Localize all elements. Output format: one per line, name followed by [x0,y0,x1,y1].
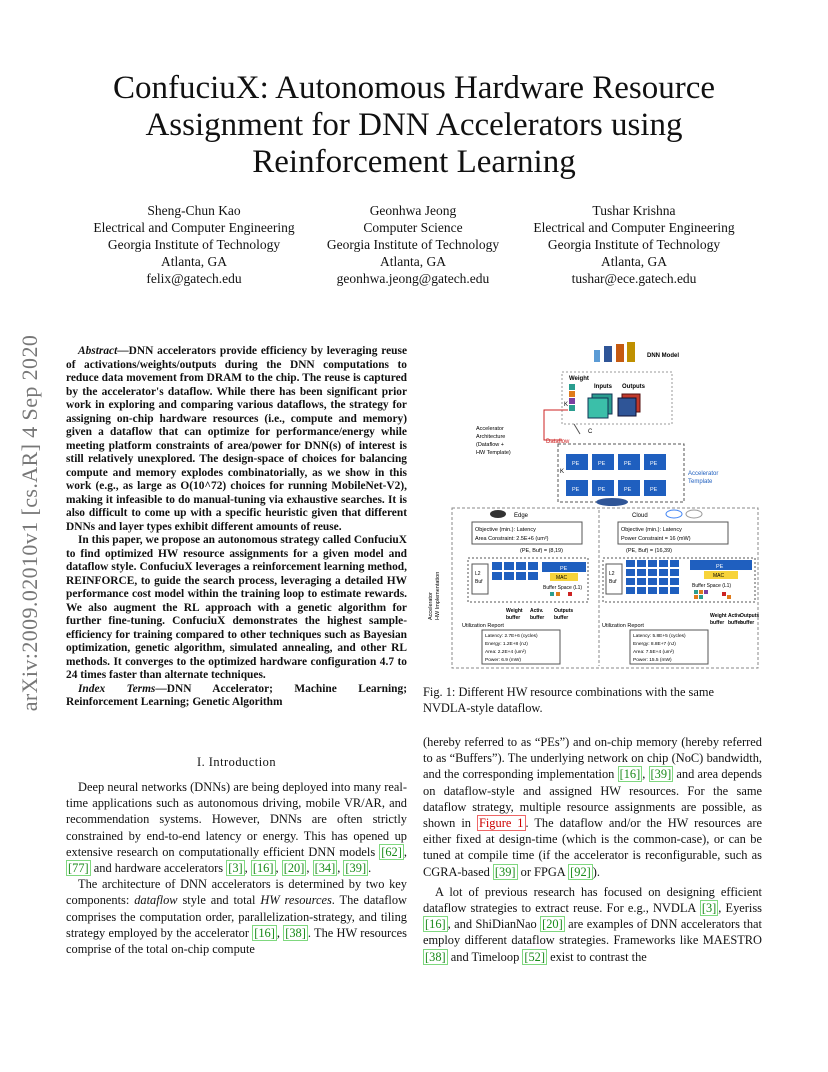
pe-label: PE [624,461,632,467]
hw-impl-label: Accelerator [428,592,434,620]
body-text: . The dataflow comprises the computation order, parallelization-strategy, and tiling strategy employed by the accelerator [66,893,408,940]
l2-label: L2 [609,571,615,577]
right-column [423,734,762,965]
buffer-cells [694,590,731,599]
citation-link[interactable]: [3] [701,901,717,916]
figure-1-diagram [422,340,762,670]
author-name: Tushar Krishna [592,203,676,218]
body-text: . The dataflow and/or the HW resources are either fixed at design-time (which is the common-case), or can be tuned at compile time (if the accelerator is reconfigurable, such as CGRA-based [423,816,762,879]
pe-label: PE [598,487,606,493]
mac-label: MAC [556,575,568,581]
author-email: tushar@ece.gatech.edu [571,271,697,286]
pe-label: PE [572,461,580,467]
section-heading: I. Introduction [196,755,277,769]
activ-buffer-label: Activ. [728,613,742,619]
index-terms-label: Index Terms [78,682,156,695]
body-text: exist to contrast the [547,949,647,964]
objective-text: Objective (min.): Latency [475,527,536,533]
activ-buffer-label: buffer [728,620,743,626]
body-paragraph: (hereby referred to as “PEs”) and on-chip memory (hereby referred to as “Buffers”). The underlying network on chip (NoC) bandwidth, and the corresponding implementation [16] , [39] and area depends on dataflow-style and assigned HW resources. For the same dataflow strategy, multiple resource assignments are possible, as shown in Figure 1 . The dataflow and/or the HW resources are either fixed at design-time (which is the common-case), or can be tuned at compile time (if the accelerator is reconfigurable, such as CGRA-based [39] or FPGA [92] ). [423,735,762,879]
weight-tensor [569,384,575,411]
activ-buffer-label: Activ. [530,608,544,614]
citation-link[interactable]: [16] [619,767,641,782]
weight-buffer-label: Weight [506,608,523,614]
buf-label: Buf [609,579,617,585]
citation-link[interactable]: [39] [650,767,672,782]
pe-label: PE [624,487,632,493]
title-line: ConfuciuX: Autonomous Hardware Resource [112,70,716,106]
author-inst: Georgia Institute of Technology [107,237,281,252]
citation-link[interactable]: [62] [381,844,402,859]
title-line: Assignment for DNN Accelerators using [145,107,683,143]
author-inst: Georgia Institute of Technology [547,237,721,252]
buf-label: Buf [475,579,483,585]
citation-link[interactable]: [38] [425,949,446,964]
inputs-label: Inputs [594,384,612,390]
dnn-layer-icon [604,346,612,362]
author-location: Atlanta, GA [601,254,667,269]
k-label: K [560,469,565,475]
body-text: HW resources [260,893,332,908]
dnn-layer-icon [594,350,600,362]
citation-link[interactable]: [52] [524,949,546,964]
cloud-label: Cloud [632,513,648,519]
activ-buffer-label: buffer [530,615,545,621]
pe-label: PE [598,461,606,467]
citation-link[interactable]: [92] [570,864,591,879]
pe-label: PE [560,566,568,572]
abstract-text: —DNN accelerators provide efficiency by leveraging reuse of activations/weights/outputs during the DNN computations to reduce data movement from DRAM to the chip. The reuse is captured by the accelerator's dataflow. While there has been significant prior work in exploring and comparing various dataflows, the strategy for assigning on-chip hardware resources (i.e., compute and memory) given a dataflow that can optimize for performance/energy while meeting platform constraints of area/power for DNN(s) of interest is still relatively unexplored. The design-space of choices for balancing compute and memory explodes combinatorially, as we show in this work (e.g., as large as O(10^72) choices for running MobileNet-V2), making it infeasible to do manual-tuning via exhaustive searches. It is also difficult to come up with a specific heuristic given that different DNNs and layer types exhibit different amounts of reuse. [66,345,407,533]
abstract [66,345,407,710]
edge-device-icon [490,510,506,518]
body-text: and Timeloop [447,949,523,964]
weight-buffer-label: buffer [710,620,725,626]
report-line: Area: 7.5E+4 (um²) [633,650,674,655]
arxiv-identifier: arXiv:2009.02010v1 [cs.AR] 4 Sep 2020 [17,334,42,712]
citation-link[interactable]: [3] [228,861,243,876]
arch-label: (Dataflow + [476,442,504,448]
body-text: dataflow [134,893,178,908]
citation-link[interactable]: [16] [252,861,274,876]
pe-label: PE [650,461,658,467]
author-location: Atlanta, GA [161,254,227,269]
weight-buffer-label: buffer [506,615,521,621]
config-text: (PE, Buf) = (8,19) [520,548,563,554]
intro-column [66,779,407,957]
body-paragraph: Deep neural networks (DNNs) are being deployed into many real-time applications such as autonomous driving, mobile VR/AR, and recommendation systems. However, DNNs are often strictly constrained by end-to-end latency or energy. This has opened up extensive research on computationally efficient DNN models [62] , [77] and hardware accelerators [3] , [16] , [20] , [34] , [39] . [66,780,407,876]
edge-label: Edge [514,513,529,519]
body-text: and area depends on dataflow-style and assigned HW resources. For the same dataflow strategy, multiple resource assignments are possible, as shown in [423,767,762,831]
body-text: A lot of previous research has focused on designing efficient dataflow strategies to extract reuse. For e.g., NVDLA [423,884,762,916]
report-line: Latency: 2.7E+6 (cycles) [485,634,538,639]
body-text: Deep neural networks (DNNs) are being deployed into many real-time applications such as autonomous driving, mobile VR/AR, and recommendation systems. However, DNNs are often strictly constrained by end-to-end latency or energy. This has opened up extensive research on computationally efficient DNN models [66,780,407,859]
dataflow-label: Dataflow [546,439,570,445]
paper-title [0,70,828,181]
author-block [74,202,314,287]
input-tensor [588,394,612,418]
title-line: Reinforcement Learning [252,144,576,180]
pe-grid [492,562,538,580]
body-text: or FPGA [517,864,569,879]
body-paragraph: The architecture of DNN accelerators is determined by two key components: dataflow style and total HW resources. The dataflow comprises the computation order, parallelization-strategy, and tiling strategy employed by the accelerator [16] , [38] . The HW resources comprise of the total on-chip compute [66,877,408,957]
k-label: K [564,402,569,408]
author-name: Geonhwa Jeong [369,203,457,218]
index-terms [66,683,407,710]
citation-link[interactable]: [20] [283,861,305,876]
pe-label: PE [716,564,724,570]
report-line: Latency: 5.8E+5 (cycles) [633,634,686,639]
abstract-paragraph [66,345,407,534]
author-block [293,202,533,287]
output-tensor [618,394,640,416]
dnn-layer-icon [616,344,624,362]
figure-link[interactable]: Figure 1 [478,816,524,831]
author-dept: Electrical and Computer Engineering [533,220,735,235]
author-email: geonhwa.jeong@gatech.edu [336,271,490,286]
c-label: C [588,429,593,435]
citation-link[interactable]: [16] [254,925,275,940]
buffer-space-label: Buffer Space (L1) [692,583,732,589]
weight-label: Weight [569,376,589,382]
author-dept: Computer Science [363,220,463,235]
author-location: Atlanta, GA [380,254,446,269]
figure-caption: Fig. 1: Different HW resource combinations with the same NVDLA-style dataflow. [423,685,714,716]
citation-link[interactable]: [16] [425,917,446,932]
report-line: Power: 6.9 (mW) [485,658,521,663]
body-text: . The HW resources comprise of the total on-chip compute [66,925,407,957]
arch-label: HW Template) [476,450,511,456]
utilization-report-label: Utilization Report [602,623,644,629]
pe-label: PE [650,487,658,493]
body-text: are examples of DNN accelerators that employ different dataflow strategies. Frameworks like MAESTRO [423,917,762,948]
author-dept: Electrical and Computer Engineering [93,220,295,235]
mac-label: MAC [713,573,725,579]
hw-impl-label: HW Implementation [435,571,441,620]
abstract-paragraph: In this paper, we propose an autonomous strategy called ConfuciuX to find optimized HW resource assignments for a given model and dataflow style. ConfuciuX leverages a reinforcement learning method, REINFORCE, to guide the search process, leveraging a detailed HW performance cost model within the training loop to estimate rewards. We also augment the RL approach with a genetic algorithm for further fine-tuning. ConfuciuX demonstrates the highest sample-efficiency for training compared to other techniques such as Bayesian optimization, genetic algorithm, simulated annealing, and other RL methods. It converges to the optimized hardware configuration 4.7 to 24 times faster than alternate techniques. [66,534,407,681]
abstract-label: Abstract [78,345,118,357]
dnn-model-label: DNN Model [647,353,679,359]
dnn-layer-icon [627,342,635,362]
report-line: Power: 15.5 (mW) [633,658,672,663]
template-label: Accelerator [688,471,719,477]
constraint-text: Area Constraint: 2.5E+6 (um²) [475,536,549,542]
citation-link[interactable]: [39] [345,861,367,876]
citation-link[interactable]: [39] [494,864,516,879]
dataflow-arrow [544,410,568,440]
constraint-text: Power Constraint = 16 (mW) [621,536,691,542]
body-text: The architecture of DNN accelerators is determined by two key components: [66,877,407,908]
config-text: (PE, Buf) = (16,39) [626,548,673,554]
citation-link[interactable]: [38] [285,925,306,940]
body-text: (hereby referred to as “PEs”) and on-chip memory (hereby referred to as “Buffers”). The underlying network on chip (NoC) bandwidth, and the corresponding implementation [423,735,762,782]
outputs-buffer-label: Outputs [554,608,574,614]
interconnect-icon [596,498,628,506]
pe-grid [626,560,679,594]
report-line: Energy: 1.2E+8 (nJ) [485,642,528,647]
buffer-space-label: Buffer Space (L1) [543,585,583,591]
outputs-label: Outputs [622,384,645,390]
body-text: , and ShiDianNao [447,917,541,932]
utilization-report-label: Utilization Report [462,623,504,629]
pe-label: PE [572,487,580,493]
cloud-icon [666,510,682,518]
body-text: , Eyeriss [718,901,763,916]
index-terms-text: —DNN Accelerator; Machine Learning; Reinforcement Learning; Genetic Algorithm [66,682,407,708]
outputs-buffer-label: Outputs [740,613,760,619]
outputs-buffer-label: buffer [554,615,569,621]
template-label: Template [688,479,713,485]
report-line: Energy: 8.8E+7 (nJ) [633,642,676,647]
citation-link[interactable]: [77] [68,861,89,876]
buffer-cells [550,592,572,596]
outputs-buffer-label: buffer [740,620,755,626]
report-line: Area: 2.2E+4 (um²) [485,650,526,655]
arch-label: Architecture [476,434,506,440]
body-paragraph [423,884,762,965]
author-block [514,202,754,287]
objective-text: Objective (min.): Latency [621,527,682,533]
author-email: felix@gatech.edu [146,271,242,286]
author-name: Sheng-Chun Kao [147,203,241,218]
citation-link[interactable]: [20] [542,917,563,932]
cloud-provider-icon [686,510,702,518]
weight-buffer-label: Weight [710,613,727,619]
l2-label: L2 [475,571,481,577]
author-inst: Georgia Institute of Technology [326,237,500,252]
c-arrow [574,424,580,434]
body-text: style and total [177,893,261,908]
arch-label: Accelerator [476,426,504,432]
citation-link[interactable]: [34] [314,861,336,876]
